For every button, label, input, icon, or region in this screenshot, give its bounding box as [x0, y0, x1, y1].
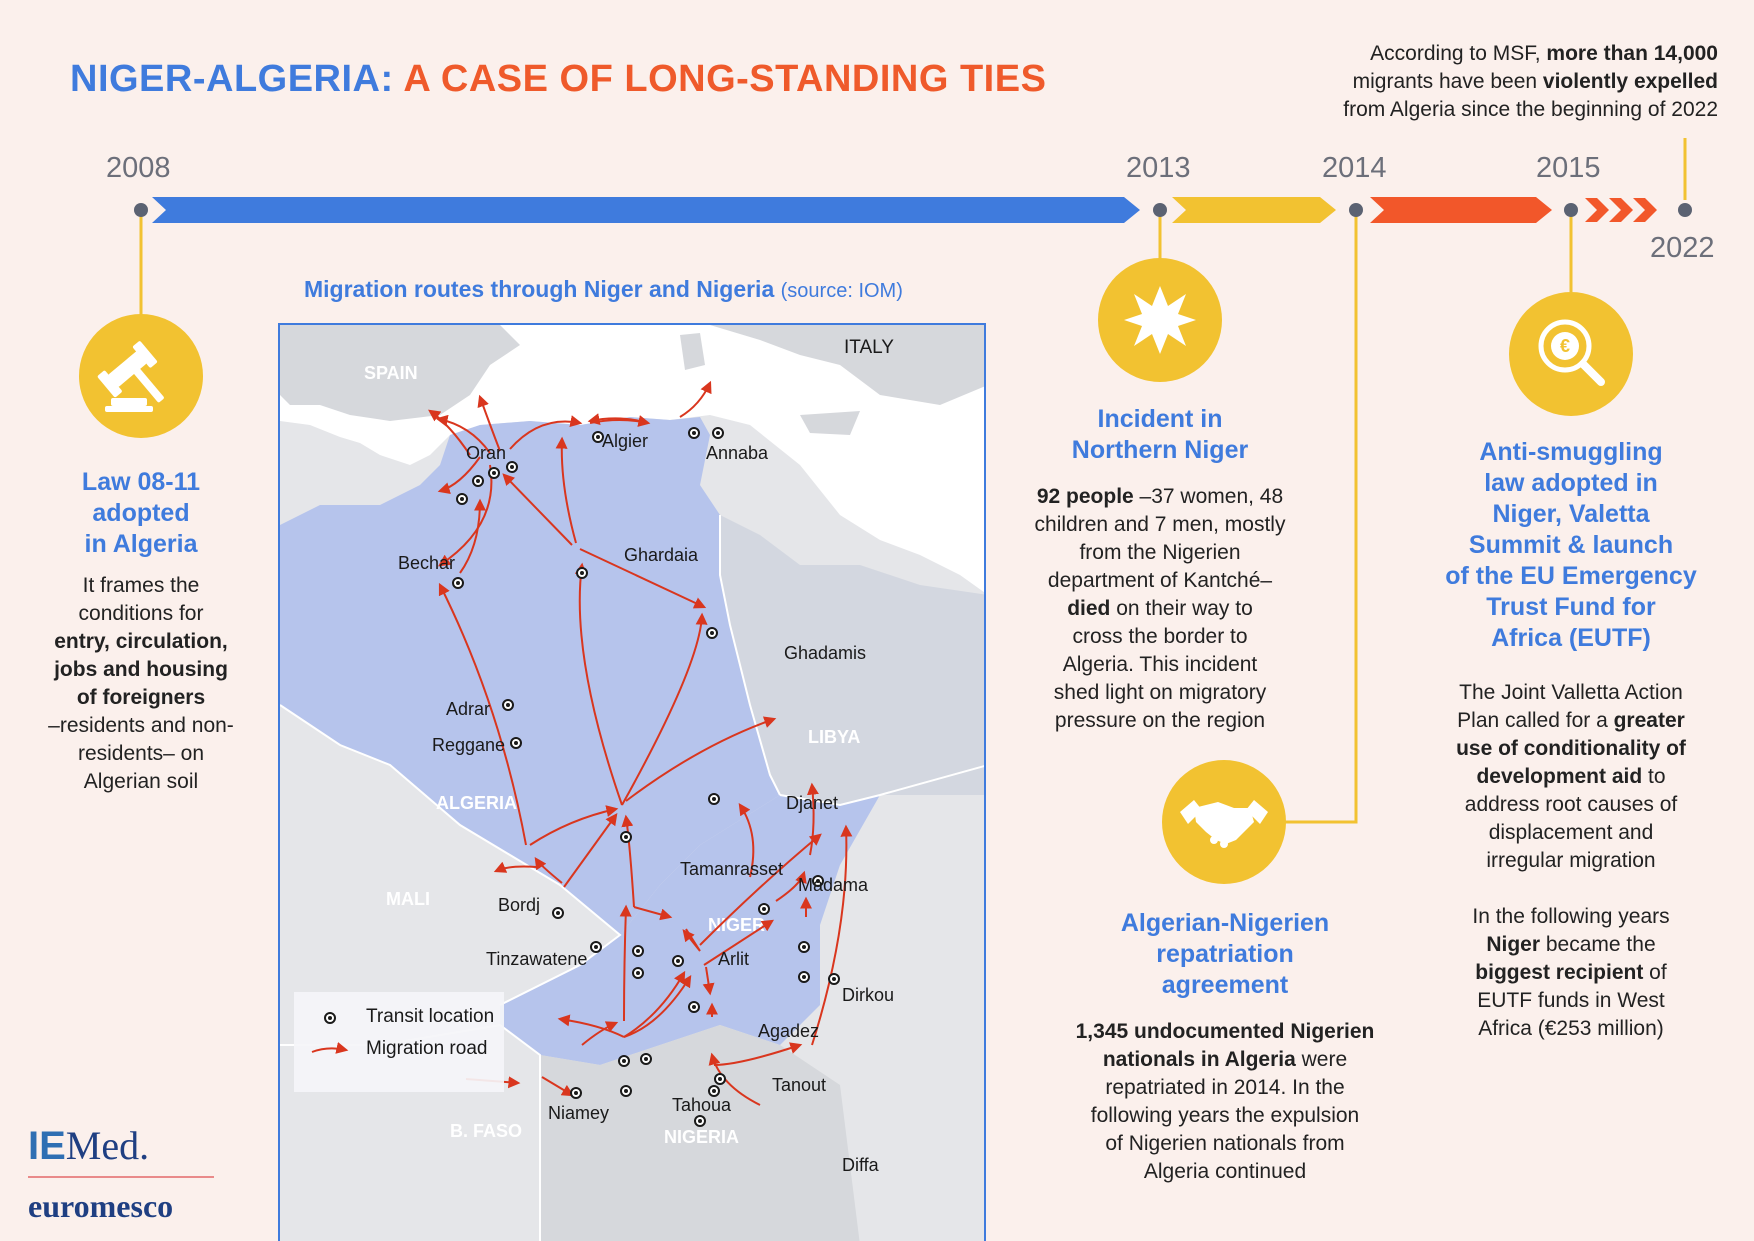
label-libya: LIBYA	[808, 727, 861, 747]
repatriation-text: were	[1295, 1048, 1348, 1071]
city-ghadamis: Ghadamis	[784, 643, 867, 663]
antismuggling-bold: development aid	[1476, 765, 1643, 788]
law-text: residents– on	[77, 742, 205, 765]
year-2014: 2014	[1322, 152, 1387, 184]
incident-text: children and 7 men, mostly	[1034, 513, 1286, 536]
antismuggling-bold: biggest recipient	[1475, 961, 1644, 984]
law-title-line: adopted	[92, 499, 190, 527]
repatriation-body	[1050, 1018, 1400, 1186]
repatriation-text: of Nigerien nationals from	[1105, 1132, 1345, 1155]
label-niger: NIGER	[708, 915, 766, 935]
timeline-bar-blue	[152, 197, 1140, 223]
logo-divider	[28, 1176, 214, 1178]
repatriation-title-line: Algerian-Nigerien	[1120, 909, 1330, 937]
label-spain: SPAIN	[364, 363, 418, 383]
timeline-arrows-orange	[1585, 198, 1657, 222]
antismuggling-title-line: of the EU Emergency	[1445, 562, 1697, 590]
label-algeria: ALGERIA	[436, 793, 517, 813]
city-bechar: Bechar	[398, 553, 456, 573]
title-part-2: A CASE OF LONG-STANDING TIES	[403, 58, 1047, 100]
iemed-logo-a: IE	[28, 1124, 66, 1168]
antismuggling-body	[1420, 679, 1722, 1043]
year-2013: 2013	[1126, 152, 1191, 184]
iemed-logo-b: Med.	[65, 1123, 150, 1168]
note-text: migrants have been	[1352, 70, 1543, 93]
incident-text: shed light on migratory	[1053, 681, 1267, 704]
law-text: –residents and non-	[48, 714, 234, 737]
city-adrar: Adrar	[446, 699, 491, 719]
law-title	[20, 467, 262, 560]
timeline-bar-orange	[1370, 197, 1552, 223]
antismuggling-text: displacement and	[1488, 821, 1654, 844]
antismuggling-text: to	[1642, 765, 1666, 788]
antismuggling-title-line: law adopted in	[1484, 469, 1658, 497]
incident-bold: died	[1067, 597, 1111, 620]
antismuggling-title-line: Anti-smuggling	[1479, 438, 1663, 466]
incident-text: Algeria. This incident	[1062, 653, 1258, 676]
label-bfaso: B. FASO	[450, 1121, 523, 1141]
label-italy: ITALY	[844, 337, 894, 358]
city-oran: Oran	[466, 443, 507, 463]
repatriation-text: repatriated in 2014. In the	[1105, 1076, 1345, 1099]
timeline-bar-yellow	[1172, 197, 1336, 223]
incident-title-line: Incident in	[1097, 405, 1223, 433]
migration-map	[278, 323, 986, 1241]
antismuggling-text: EUTF funds in West	[1477, 989, 1665, 1012]
label-mali: MALI	[386, 889, 430, 909]
incident-text: from the Nigerien	[1079, 541, 1241, 564]
city-algier: Algier	[602, 431, 649, 451]
label-nigeria: NIGERIA	[664, 1127, 740, 1147]
legend-road-label: Migration road	[366, 1038, 488, 1059]
law-text: It frames the	[82, 574, 200, 597]
map-source: (source: IOM)	[780, 280, 903, 302]
map-legend	[294, 992, 504, 1092]
city-bordj: Bordj	[498, 895, 541, 915]
law-bold: entry, circulation,	[54, 630, 228, 653]
iemed-logo	[28, 1122, 149, 1169]
city-tinzawatene: Tinzawatene	[486, 949, 588, 969]
dot-2015	[1564, 203, 1578, 217]
antismuggling-text: Plan called for a	[1457, 709, 1614, 732]
legend-transit-label: Transit location	[366, 1006, 495, 1027]
repatriation-bold: nationals in Algeria	[1102, 1048, 1296, 1071]
dot-2022	[1678, 203, 1692, 217]
legend-road-icon	[312, 1048, 346, 1052]
note-text: According to MSF,	[1370, 42, 1547, 65]
antismuggling-text: irregular migration	[1486, 849, 1656, 872]
repatriation-bold: 1,345 undocumented Nigerien	[1075, 1020, 1375, 1043]
svg-text:€: €	[1559, 336, 1571, 356]
antismuggling-text: The Joint Valletta Action	[1459, 681, 1683, 704]
incident-text: pressure on the region	[1054, 709, 1266, 732]
repatriation-title	[1060, 908, 1390, 1001]
city-reggane: Reggane	[432, 735, 506, 755]
map-svg	[280, 325, 986, 1241]
antismuggling-title	[1420, 437, 1722, 654]
note-bold: more than 14,000	[1546, 42, 1718, 65]
city-arlit: Arlit	[718, 949, 749, 969]
year-2022: 2022	[1650, 232, 1715, 264]
antismuggling-title-line: Summit & launch	[1468, 531, 1674, 559]
city-annaba: Annaba	[706, 443, 769, 463]
dot-2013	[1153, 203, 1167, 217]
city-diffa: Diffa	[842, 1155, 879, 1175]
city-tanout: Tanout	[772, 1075, 827, 1095]
law-title-line: in Algeria	[84, 530, 198, 558]
city-djanet: Djanet	[786, 793, 839, 813]
incident-body	[1010, 483, 1310, 735]
antismuggling-bold: greater	[1613, 709, 1685, 732]
antismuggling-title-line: Niger, Valetta	[1492, 500, 1650, 528]
incident-bold: 92 people	[1036, 485, 1134, 508]
city-dirkou: Dirkou	[842, 985, 895, 1005]
law-bold: of foreigners	[76, 686, 206, 709]
dot-2014	[1349, 203, 1363, 217]
incident-text: cross the border to	[1072, 625, 1248, 648]
repatriation-text: Algeria continued	[1143, 1160, 1307, 1183]
note-bold: violently expelled	[1542, 70, 1718, 93]
antismuggling-bold: Niger	[1486, 933, 1541, 956]
incident-text: department of Kantché–	[1047, 569, 1273, 592]
law-bold: jobs and housing	[54, 658, 228, 681]
year-2015: 2015	[1536, 152, 1601, 184]
incident-title-line: Northern Niger	[1071, 436, 1249, 464]
repatriation-text: following years the expulsion	[1090, 1104, 1360, 1127]
repatriation-title-line: repatriation	[1156, 940, 1294, 968]
note-text: from Algeria since the beginning of 2022	[1343, 98, 1718, 121]
law-title-line: Law 08-11	[81, 468, 201, 496]
antismuggling-text: In the following years	[1472, 905, 1670, 928]
city-tahoua: Tahoua	[672, 1095, 732, 1115]
antismuggling-bold: use of conditionality of	[1456, 737, 1686, 760]
city-madama: Madama	[798, 875, 869, 895]
antismuggling-text: became the	[1540, 933, 1656, 956]
antismuggling-text: address root causes of	[1464, 793, 1678, 816]
title-part-1: NIGER-ALGERIA:	[70, 58, 394, 100]
map-title	[304, 276, 903, 303]
city-tamanrasset: Tamanrasset	[680, 859, 784, 879]
euromesco-logo: euromesco	[28, 1188, 174, 1224]
law-body	[20, 572, 262, 796]
city-agadez: Agadez	[758, 1021, 820, 1041]
map-title-text: Migration routes through Niger and Nigeria	[304, 276, 775, 302]
incident-title	[1010, 404, 1310, 466]
incident-text: –37 women, 48	[1133, 485, 1284, 508]
law-text: conditions for	[78, 602, 204, 625]
year-2008: 2008	[106, 152, 171, 184]
city-niamey: Niamey	[548, 1103, 610, 1123]
repatriation-title-line: agreement	[1161, 971, 1289, 999]
antismuggling-text: of	[1643, 961, 1667, 984]
incident-text: on their way to	[1110, 597, 1253, 620]
antismuggling-text: Africa (€253 million)	[1478, 1017, 1664, 1040]
dot-2008	[134, 203, 148, 217]
antismuggling-title-line: Africa (EUTF)	[1491, 624, 1651, 652]
law-text: Algerian soil	[83, 770, 199, 793]
antismuggling-title-line: Trust Fund for	[1486, 593, 1656, 621]
city-ghardaia: Ghardaia	[624, 545, 699, 565]
